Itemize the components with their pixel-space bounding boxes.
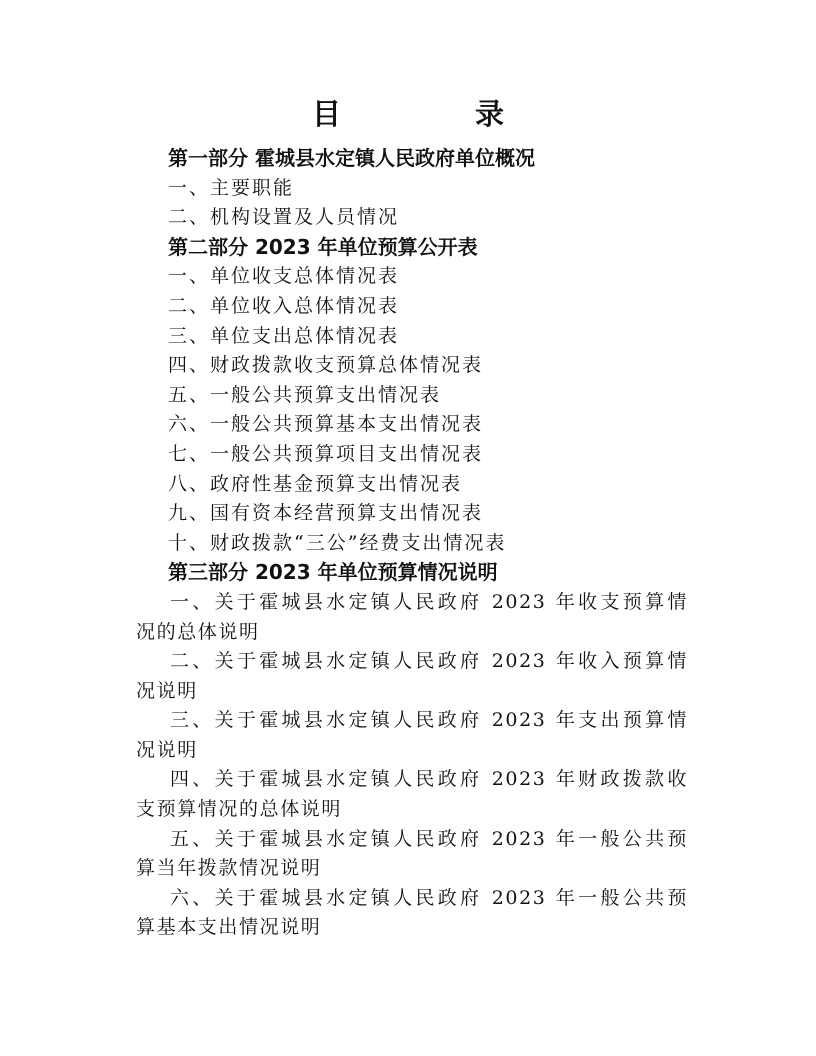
toc-item: 八、政府性基金预算支出情况表	[168, 472, 463, 495]
toc-item: 四、财政拨款收支预算总体情况表	[168, 354, 484, 377]
toc-item	[136, 647, 688, 706]
toc-item-line2: 算基本支出情况说明	[136, 916, 322, 939]
toc-item-line1: 一、关于霍城县水定镇人民政府 2023 年收支预算情	[170, 590, 688, 613]
part1-heading: 第一部分 霍城县水定镇人民政府单位概况	[168, 146, 535, 170]
toc-item	[136, 825, 688, 884]
toc-title: 目 录	[311, 97, 567, 131]
toc-item-line1: 二、关于霍城县水定镇人民政府 2023 年收入预算情	[170, 650, 688, 673]
toc-item: 一、单位收支总体情况表	[168, 265, 400, 288]
toc-item: 七、一般公共预算项目支出情况表	[168, 442, 484, 465]
toc-item	[136, 588, 688, 647]
toc-item	[136, 765, 688, 824]
toc-item-line2: 况说明	[136, 679, 198, 702]
toc-item: 二、单位收入总体情况表	[168, 294, 400, 317]
table-of-contents	[136, 144, 696, 943]
toc-item: 十、财政拨款“三公”经费支出情况表	[168, 531, 507, 554]
toc-item	[136, 884, 688, 943]
toc-item-line1: 五、关于霍城县水定镇人民政府 2023 年一般公共预	[170, 827, 688, 850]
toc-item-line1: 三、关于霍城县水定镇人民政府 2023 年支出预算情	[170, 709, 688, 732]
toc-item: 九、国有资本经营预算支出情况表	[168, 502, 484, 525]
toc-item-line2: 算当年拨款情况说明	[136, 857, 322, 880]
toc-item: 二、机构设置及人员情况	[168, 206, 400, 229]
part3-heading: 第三部分 2023 年单位预算情况说明	[168, 560, 498, 585]
toc-item-line1: 四、关于霍城县水定镇人民政府 2023 年财政拨款收	[170, 768, 688, 791]
toc-item: 五、一般公共预算支出情况表	[168, 383, 442, 406]
toc-item-line2: 况说明	[136, 738, 198, 761]
toc-item: 三、单位支出总体情况表	[168, 324, 400, 347]
toc-item-line1: 六、关于霍城县水定镇人民政府 2023 年一般公共预	[170, 886, 688, 909]
toc-item	[136, 706, 688, 765]
toc-item-line2: 况的总体说明	[136, 620, 260, 643]
part2-heading: 第二部分 2023 年单位预算公开表	[168, 234, 478, 259]
toc-item: 一、主要职能	[168, 176, 295, 199]
toc-item: 六、一般公共预算基本支出情况表	[168, 413, 484, 436]
toc-item-line2: 支预算情况的总体说明	[136, 798, 343, 821]
